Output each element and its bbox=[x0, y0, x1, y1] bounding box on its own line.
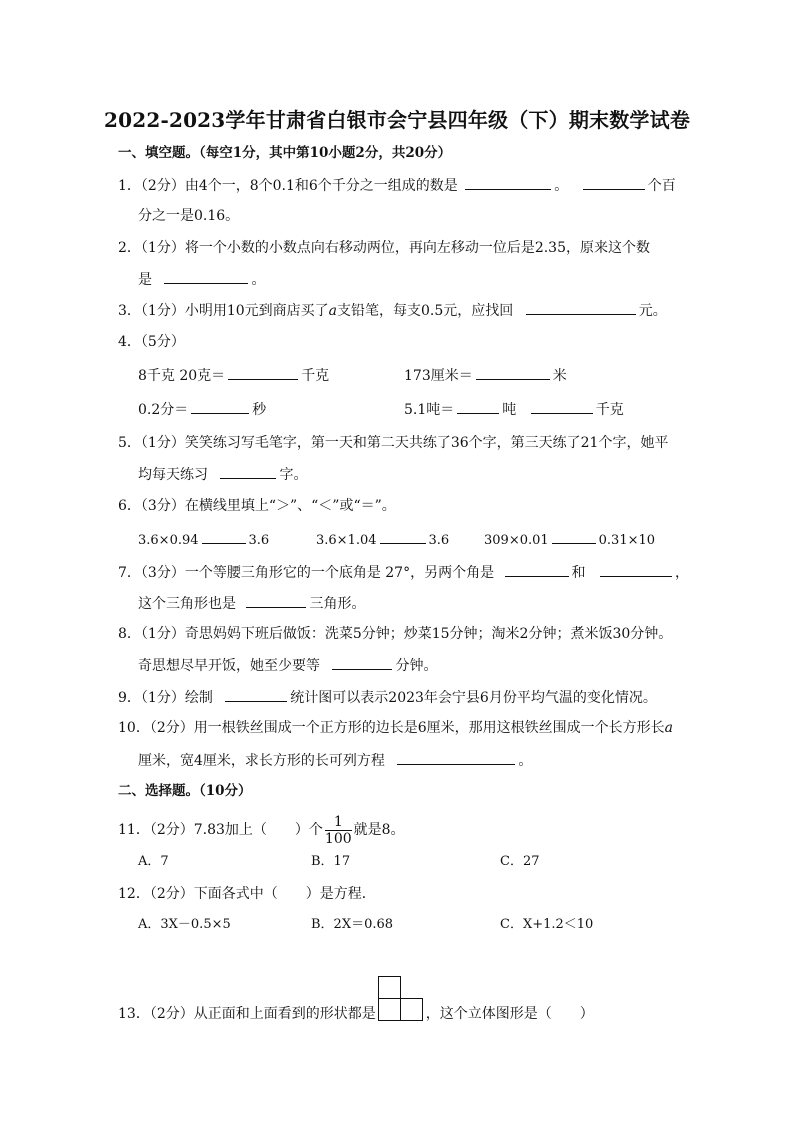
question-11 bbox=[118, 812, 405, 848]
q10-text-b: 厘米，宽4厘米，求长方形的长可列方程 bbox=[138, 753, 385, 769]
q4-blank-1[interactable] bbox=[228, 365, 298, 380]
q13-figure-bottom-left-square bbox=[378, 999, 400, 1021]
q3-text-a: 3．（1分）小明用10元到商店买了 bbox=[118, 303, 329, 319]
question-8-line-2 bbox=[138, 655, 437, 676]
q6-c1a: 3.6×0.94 bbox=[138, 533, 199, 548]
q4-r2a: 0.2分＝ bbox=[138, 402, 189, 418]
q3-text-c: 元。 bbox=[638, 303, 667, 319]
q4-row-2-left bbox=[138, 399, 266, 420]
q12-option-c[interactable]: C．X+1.2＜10 bbox=[500, 917, 594, 932]
q8-text-b: 奇思想尽早开饭，她至少要等 bbox=[138, 658, 320, 674]
q12-option-b[interactable]: B．2X＝0.68 bbox=[311, 917, 394, 932]
q5-blank[interactable] bbox=[220, 464, 276, 479]
q1-text-b: 。 bbox=[554, 178, 569, 194]
q11-option-b[interactable]: B．17 bbox=[311, 854, 351, 869]
q11-fraction bbox=[325, 814, 352, 847]
q13-figure-bottom-right-square bbox=[400, 999, 422, 1021]
q1-blank-2[interactable] bbox=[583, 175, 645, 190]
question-12: 12．（2分）下面各式中（ ）是方程． bbox=[118, 886, 376, 902]
q4-blank-4[interactable] bbox=[457, 399, 499, 414]
q3-text-b: 支铅笔，每支0.5元，应找回 bbox=[337, 303, 514, 319]
question-9 bbox=[118, 687, 657, 708]
q6-c3a: 309×0.01 bbox=[484, 533, 549, 548]
question-7-line-1 bbox=[118, 562, 689, 583]
q11-denominator: 100 bbox=[324, 830, 352, 847]
q6-c1b: 3.6 bbox=[248, 533, 270, 548]
q4-r2e: 千克 bbox=[595, 402, 624, 418]
q4-blank-3[interactable] bbox=[191, 399, 249, 414]
q7-text-c: ， bbox=[674, 565, 689, 581]
question-2-line-2 bbox=[138, 269, 265, 290]
q3-blank[interactable] bbox=[526, 300, 636, 315]
q11-option-a[interactable]: A．7 bbox=[138, 854, 169, 869]
q11-text-b: 就是8。 bbox=[353, 822, 405, 838]
q5-text-b: 均每天练习 bbox=[138, 467, 208, 483]
q1-blank-1[interactable] bbox=[465, 175, 551, 190]
q4-r2b: 秒 bbox=[252, 402, 267, 418]
question-1-line-1 bbox=[118, 175, 676, 196]
question-5-line-2 bbox=[138, 464, 307, 485]
q6-blank-1[interactable] bbox=[202, 529, 246, 544]
q7-text-e: 三角形。 bbox=[309, 596, 366, 612]
q6-blank-2[interactable] bbox=[380, 529, 426, 544]
question-3 bbox=[118, 300, 667, 321]
q4-row-2-right bbox=[404, 399, 624, 420]
question-1-line-2: 分之一是0.16。 bbox=[138, 208, 240, 224]
question-10-line-1 bbox=[118, 718, 673, 738]
q3-variable: a bbox=[328, 303, 337, 319]
q2-text-c: 。 bbox=[251, 272, 266, 288]
q13-figure-top-square bbox=[378, 977, 400, 999]
q5-text-c: 字。 bbox=[279, 467, 308, 483]
q4-row-1-left bbox=[138, 365, 329, 386]
q4-r1c: 173厘米＝ bbox=[404, 368, 473, 384]
q10-variable: a bbox=[664, 720, 673, 736]
q6-compare-1 bbox=[138, 529, 269, 551]
q10-blank[interactable] bbox=[397, 750, 515, 765]
q4-blank-2[interactable] bbox=[476, 365, 550, 380]
q9-text-b: 统计图可以表示2023年会宁县6月份平均气温的变化情况。 bbox=[290, 690, 657, 706]
exam-title: 2022-2023学年甘肃省白银市会宁县四年级（下）期末数学试卷 bbox=[103, 108, 691, 132]
q11-text-a: 11．（2分）7.83加上（ ）个 bbox=[118, 822, 323, 838]
q6-c2a: 3.6×1.04 bbox=[316, 533, 377, 548]
q9-blank[interactable] bbox=[225, 687, 287, 702]
q7-blank-2[interactable] bbox=[600, 562, 672, 577]
q8-text-c: 分钟。 bbox=[395, 658, 438, 674]
question-5-line-1: 5．（1分）笑笑练习写毛笔字，第一天和第二天共练了36个字，第三天练了21个字，她平 bbox=[118, 435, 669, 451]
q4-r1b: 千克 bbox=[301, 368, 330, 384]
question-10-line-2 bbox=[138, 750, 532, 771]
q6-compare-2 bbox=[316, 529, 449, 551]
q1-text-c: 个百 bbox=[647, 178, 676, 194]
q10-text-c: 。 bbox=[518, 753, 533, 769]
question-4: 4．（5分） bbox=[118, 334, 185, 350]
q7-blank-1[interactable] bbox=[505, 562, 569, 577]
question-2-line-1: 2．（1分）将一个小数的小数点向右移动两位，再向左移动一位后是2.35，原来这个数 bbox=[118, 240, 650, 256]
q7-text-a: 7．（3分）一个等腰三角形它的一个底角是 27°，另两个角是 bbox=[118, 565, 495, 581]
question-13 bbox=[118, 976, 594, 1024]
q11-option-c[interactable]: C．27 bbox=[500, 854, 540, 869]
q4-row-1-right bbox=[404, 365, 567, 386]
q4-blank-5[interactable] bbox=[531, 399, 593, 414]
question-7-line-2 bbox=[138, 593, 365, 614]
q7-blank-3[interactable] bbox=[246, 593, 306, 608]
q2-text-b: 是 bbox=[138, 272, 152, 288]
q2-blank[interactable] bbox=[164, 269, 248, 284]
q13-text-b: ，这个立体图形是（ ） bbox=[425, 1006, 594, 1022]
q6-c3b: 0.31×10 bbox=[598, 533, 656, 548]
q7-text-b: 和 bbox=[571, 565, 586, 581]
q12-option-a[interactable]: A．3X－0.5×5 bbox=[138, 917, 231, 932]
q11-numerator: 1 bbox=[325, 814, 352, 831]
section-2-heading: 二、选择题。（10分） bbox=[118, 783, 252, 799]
q10-text-a: 10．（2分）用一根铁丝围成一个正方形的边长是6厘米，那用这根铁丝围成一个长方形长 bbox=[118, 720, 665, 736]
question-6: 6．（3分）在横线里填上“＞”、“＜”或“＝”。 bbox=[118, 498, 396, 514]
q4-r2c: 5.1吨＝ bbox=[404, 402, 455, 418]
q4-r2d: 吨 bbox=[502, 402, 517, 418]
q6-c2b: 3.6 bbox=[428, 533, 450, 548]
q7-text-d: 这个三角形也是 bbox=[138, 596, 236, 612]
q13-text-a: 13．（2分）从正面和上面看到的形状都是 bbox=[118, 1006, 376, 1022]
q13-view-figure bbox=[378, 976, 424, 1022]
q4-r1d: 米 bbox=[552, 368, 567, 384]
q6-compare-3 bbox=[484, 529, 655, 551]
q1-text: 1．（2分）由4个一，8个0.1和6个千分之一组成的数是 bbox=[118, 178, 458, 194]
section-1-heading: 一、填空题。（每空1分，其中第10小题2分，共20分） bbox=[118, 145, 452, 161]
q4-r1a: 8千克 20克＝ bbox=[138, 368, 226, 384]
q6-blank-3[interactable] bbox=[552, 529, 596, 544]
q8-blank[interactable] bbox=[332, 655, 392, 670]
question-8-line-1: 8．（1分）奇思妈妈下班后做饭：洗菜5分钟；炒菜15分钟；淘米2分钟；煮米饭30分钟。 bbox=[118, 626, 673, 642]
q9-text-a: 9．（1分）绘制 bbox=[118, 690, 213, 706]
